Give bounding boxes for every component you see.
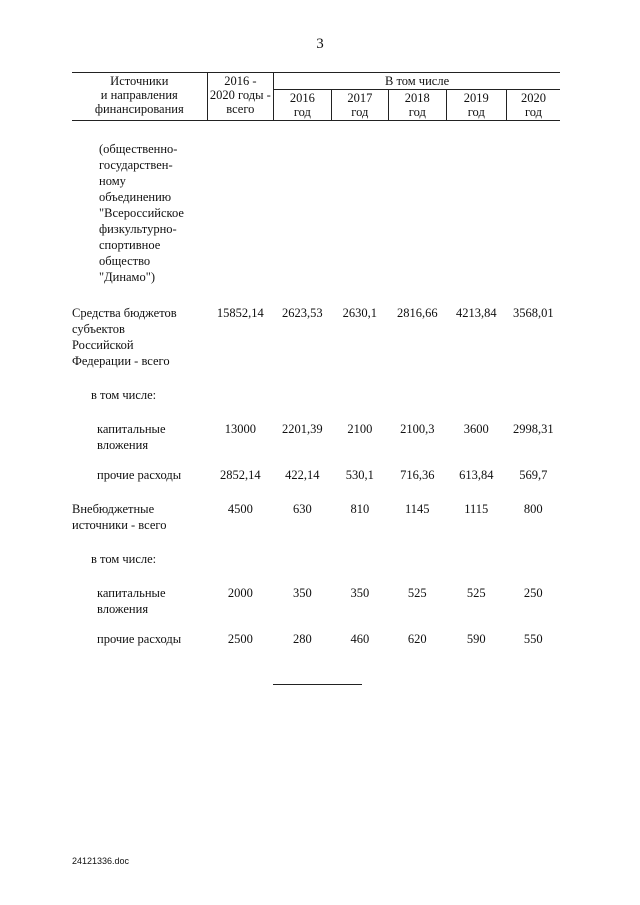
cell-year-2018: 525: [407, 586, 427, 600]
cell-year-2016: [274, 533, 331, 567]
row-label: (общественно- государствен- ному объединению "Всероссийское физкультурно- спортивное общество "Динамо"): [99, 142, 184, 284]
row-label: прочие расходы: [97, 468, 182, 482]
cell-total: 15852,14: [216, 306, 264, 320]
cell-year-2017: 2630,1: [342, 306, 378, 320]
cell-year-2020: [507, 533, 560, 567]
cell-year-2016: 350: [292, 586, 312, 600]
cell-year-2020: 2998,31: [512, 422, 554, 436]
cell-year-2020: 800: [523, 502, 543, 516]
cell-total: 4500: [227, 502, 253, 516]
cell-year-2019: 525: [466, 586, 486, 600]
document-code: 24121336.doc: [72, 856, 130, 866]
header-year-2016: 2016 год: [274, 90, 331, 121]
row-label: прочие расходы: [97, 632, 182, 646]
financing-table: [72, 72, 560, 647]
cell-year-2016: 630: [292, 502, 312, 516]
header-year-2018: 2018 год: [389, 90, 446, 121]
row-label: Средства бюджетов субъектов Российской Федерации - всего: [72, 306, 177, 368]
header-total: 2016 - 2020 годы - всего: [207, 73, 274, 121]
cell-year-2018: 2816,66: [396, 306, 438, 320]
table-row: [72, 403, 560, 453]
cell-year-2016: 422,14: [285, 468, 320, 482]
table-header: [72, 73, 560, 121]
table-body: [72, 121, 560, 648]
cell-year-2018: 2100,3: [400, 422, 435, 436]
cell-year-2019: [446, 121, 506, 286]
cell-year-2019: [446, 533, 506, 567]
row-label: Внебюджетные источники - всего: [72, 502, 167, 532]
cell-year-2018: 716,36: [400, 468, 435, 482]
cell-year-2016: 2623,53: [282, 306, 323, 320]
cell-year-2018: [389, 121, 446, 286]
cell-year-2020: [507, 369, 560, 403]
cell-year-2020: 569,7: [519, 468, 548, 482]
cell-total: [207, 369, 274, 403]
cell-year-2019: [446, 369, 506, 403]
cell-total: 2500: [227, 632, 253, 646]
cell-year-2020: [507, 121, 560, 286]
cell-year-2017: 350: [350, 586, 370, 600]
table-row: [72, 567, 560, 617]
table-row: [72, 483, 560, 533]
table-row: [72, 285, 560, 369]
cell-total: 2000: [227, 586, 253, 600]
cell-year-2019: 613,84: [459, 468, 494, 482]
page-number: 3: [316, 36, 324, 52]
cell-year-2020: 550: [523, 632, 543, 646]
cell-year-2016: 2201,39: [282, 422, 323, 436]
cell-year-2018: 620: [407, 632, 427, 646]
cell-year-2017: [331, 369, 388, 403]
cell-year-2019: 590: [466, 632, 486, 646]
cell-year-2016: [274, 121, 331, 286]
cell-year-2017: [331, 121, 388, 286]
cell-year-2016: [274, 369, 331, 403]
cell-year-2016: 280: [292, 632, 312, 646]
header-sources: Источники и направления финансирования: [72, 73, 207, 121]
cell-year-2019: 4213,84: [455, 306, 497, 320]
table-row: [72, 453, 560, 483]
cell-year-2017: [331, 533, 388, 567]
cell-year-2017: 2100: [347, 422, 373, 436]
table-row: [72, 121, 560, 286]
cell-year-2019: 1115: [464, 502, 489, 516]
cell-total: [207, 533, 274, 567]
table-row: [72, 369, 560, 403]
table-row: [72, 617, 560, 647]
cell-total: 13000: [224, 422, 256, 436]
header-year-2019: 2019 год: [446, 90, 506, 121]
end-rule: [273, 684, 362, 685]
header-year-2017: 2017 год: [331, 90, 388, 121]
row-label: капитальные вложения: [97, 422, 166, 452]
cell-year-2018: [389, 369, 446, 403]
cell-year-2020: 3568,01: [512, 306, 554, 320]
cell-year-2020: 250: [523, 586, 543, 600]
cell-year-2017: 460: [350, 632, 370, 646]
header-including: В том числе: [274, 73, 560, 90]
cell-year-2018: 1145: [405, 502, 430, 516]
cell-year-2018: [389, 533, 446, 567]
cell-year-2017: 810: [350, 502, 370, 516]
cell-total: 2852,14: [220, 468, 261, 482]
table-row: [72, 533, 560, 567]
cell-year-2019: 3600: [463, 422, 489, 436]
header-year-2020: 2020 год: [507, 90, 560, 121]
cell-year-2017: 530,1: [345, 468, 374, 482]
row-label: капитальные вложения: [97, 586, 166, 616]
row-label: в том числе:: [91, 388, 157, 402]
cell-total: [207, 121, 274, 286]
row-label: в том числе:: [91, 552, 157, 566]
